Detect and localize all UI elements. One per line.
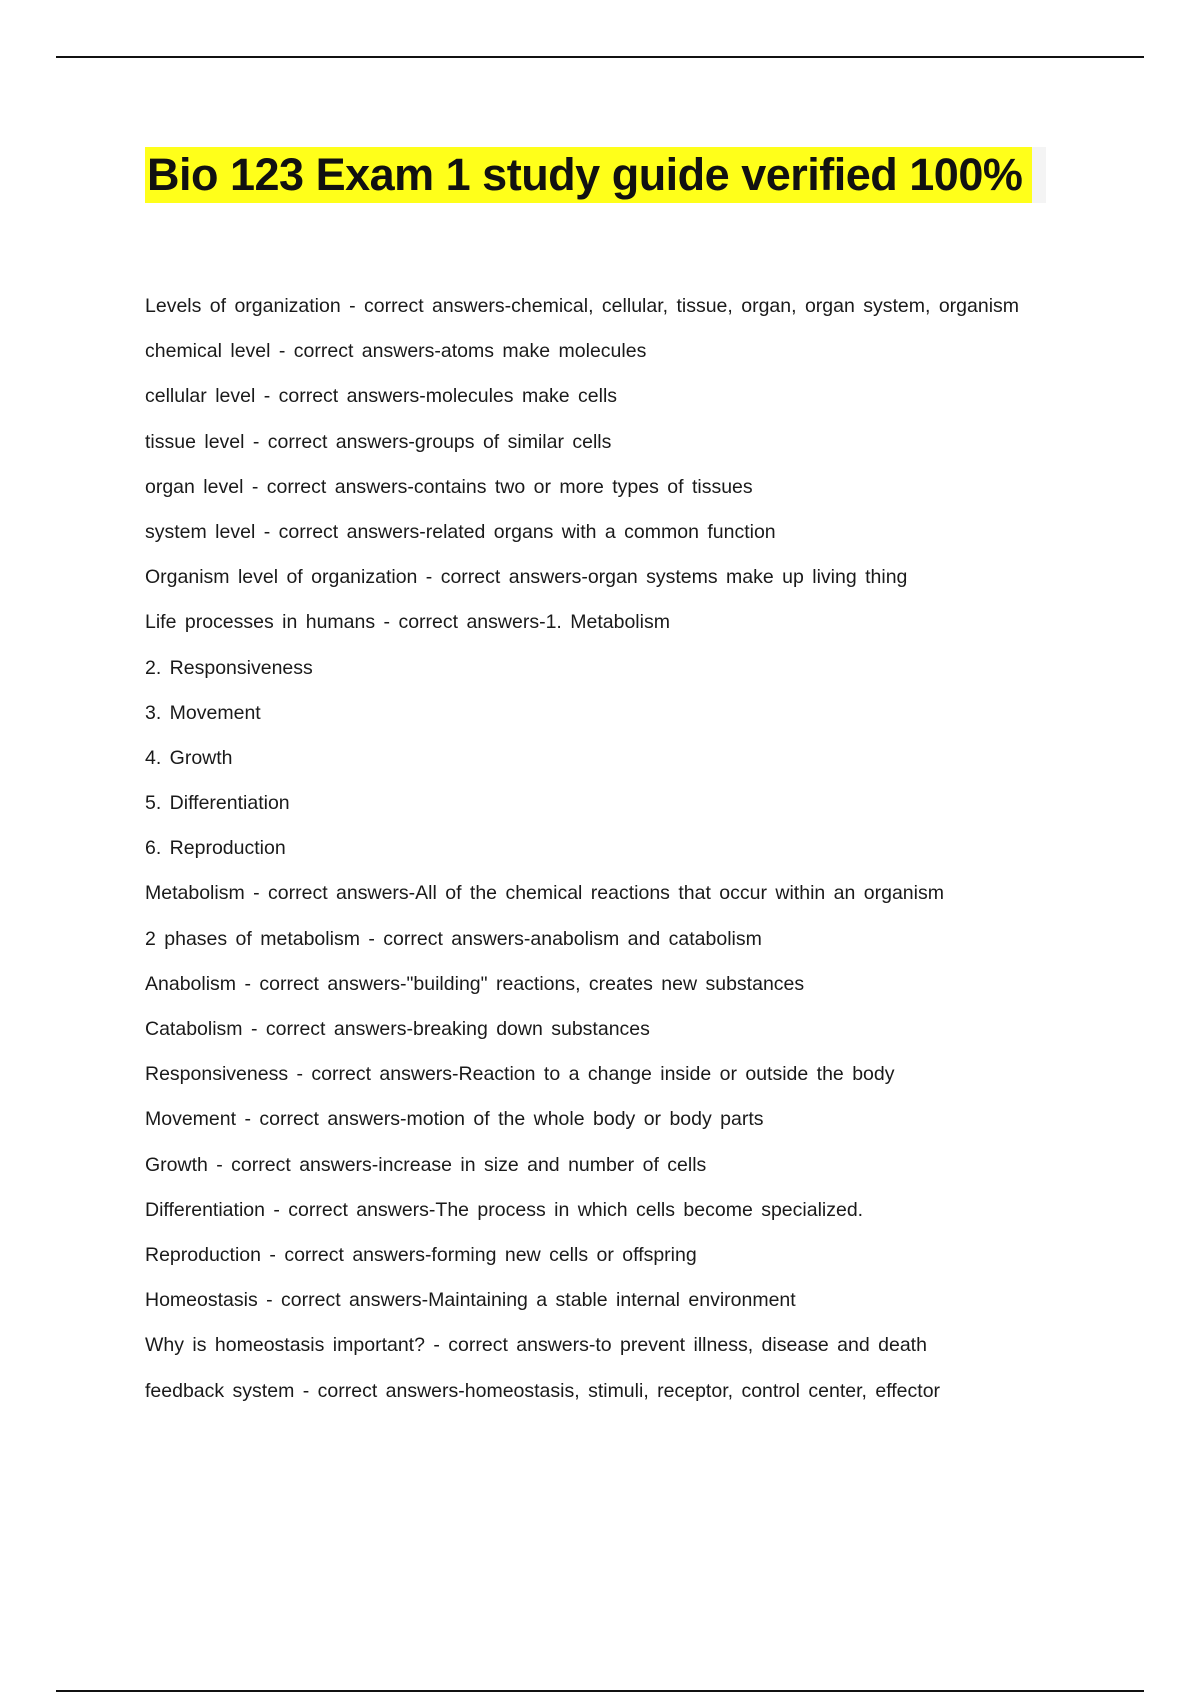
study-entry: feedback system - correct answers-homeostasis, stimuli, receptor, control center, effector bbox=[145, 1379, 941, 1402]
study-entry: Organism level of organization - correct answers-organ systems make up living thing bbox=[145, 566, 908, 589]
study-entry: Life processes in humans - correct answers-1. Metabolism bbox=[145, 611, 670, 634]
study-entry: 2 phases of metabolism - correct answers-anabolism and catabolism bbox=[145, 927, 762, 950]
study-entry: Responsiveness - correct answers-Reaction to a change inside or outside the body bbox=[145, 1063, 895, 1086]
study-entry: Growth - correct answers-increase in size and number of cells bbox=[145, 1153, 707, 1176]
study-entry: Why is homeostasis important? - correct answers-to prevent illness, disease and death bbox=[145, 1334, 927, 1357]
study-entry: Movement - correct answers-motion of the whole body or body parts bbox=[145, 1108, 764, 1131]
study-entry: organ level - correct answers-contains two or more types of tissues bbox=[145, 475, 753, 498]
study-entry: Metabolism - correct answers-All of the chemical reactions that occur within an organism bbox=[145, 882, 944, 905]
study-entry: system level - correct answers-related organs with a common function bbox=[145, 520, 776, 543]
header-rule bbox=[56, 56, 1144, 58]
study-entries-list bbox=[145, 288, 1145, 1418]
footer-rule bbox=[56, 1690, 1144, 1692]
study-entry: 5. Differentiation bbox=[145, 792, 290, 815]
study-entry: tissue level - correct answers-groups of similar cells bbox=[145, 430, 612, 453]
study-entry: cellular level - correct answers-molecules make cells bbox=[145, 385, 618, 408]
study-entry: Reproduction - correct answers-forming new cells or offspring bbox=[145, 1243, 697, 1266]
study-entry: 2. Responsiveness bbox=[145, 656, 313, 679]
document-title: Bio 123 Exam 1 study guide verified 100% bbox=[147, 149, 1023, 200]
study-entry: chemical level - correct answers-atoms make molecules bbox=[145, 340, 647, 363]
title-highlight bbox=[145, 147, 1032, 203]
study-entry: Homeostasis - correct answers-Maintaining a stable internal environment bbox=[145, 1289, 796, 1312]
study-entry: Levels of organization - correct answers-chemical, cellular, tissue, organ, organ system, organism bbox=[145, 295, 1020, 317]
study-entry: Catabolism - correct answers-breaking down substances bbox=[145, 1018, 650, 1040]
study-entry: Differentiation - correct answers-The process in which cells become specialized. bbox=[145, 1198, 864, 1221]
study-entry: Anabolism - correct answers-"building" reactions, creates new substances bbox=[145, 972, 805, 995]
study-entry: 4. Growth bbox=[145, 746, 233, 769]
study-entry: 3. Movement bbox=[145, 701, 261, 724]
study-entry: 6. Reproduction bbox=[145, 837, 286, 860]
